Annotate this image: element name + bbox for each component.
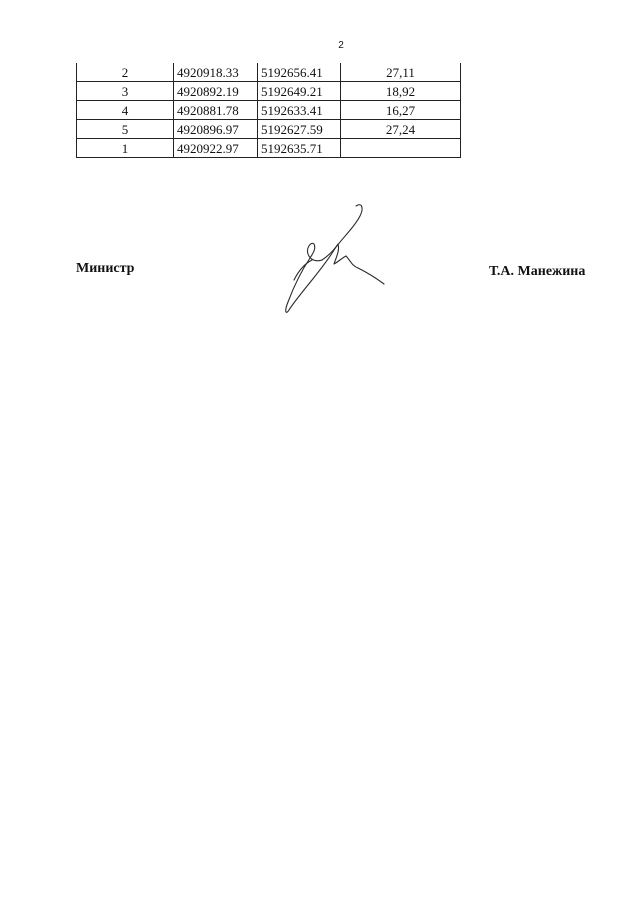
table-row — [77, 82, 461, 101]
page-number: 2 — [338, 40, 344, 51]
y-coordinate-cell: 5192635.71 — [258, 139, 341, 158]
handwritten-signature — [276, 198, 388, 318]
length-cell: 27,24 — [341, 120, 461, 139]
x-coordinate-cell: 4920918.33 — [174, 63, 258, 82]
x-coordinate-cell: 4920896.97 — [174, 120, 258, 139]
table-row — [77, 139, 461, 158]
length-cell: 27,11 — [341, 63, 461, 82]
table-row — [77, 120, 461, 139]
table-row — [77, 101, 461, 120]
x-coordinate-cell: 4920922.97 — [174, 139, 258, 158]
length-cell: 16,27 — [341, 101, 461, 120]
point-number-cell: 1 — [77, 139, 174, 158]
y-coordinate-cell: 5192656.41 — [258, 63, 341, 82]
signer-name: Т.А. Манежина — [489, 264, 586, 279]
point-number-cell: 4 — [77, 101, 174, 120]
x-coordinate-cell: 4920881.78 — [174, 101, 258, 120]
length-cell — [341, 139, 461, 158]
coordinates-table — [76, 63, 461, 158]
y-coordinate-cell: 5192633.41 — [258, 101, 341, 120]
coordinates-table-body — [77, 63, 461, 158]
length-cell: 18,92 — [341, 82, 461, 101]
point-number-cell: 2 — [77, 63, 174, 82]
x-coordinate-cell: 4920892.19 — [174, 82, 258, 101]
table-row — [77, 63, 461, 82]
y-coordinate-cell: 5192649.21 — [258, 82, 341, 101]
y-coordinate-cell: 5192627.59 — [258, 120, 341, 139]
signer-title: Министр — [76, 261, 135, 276]
point-number-cell: 3 — [77, 82, 174, 101]
point-number-cell: 5 — [77, 120, 174, 139]
